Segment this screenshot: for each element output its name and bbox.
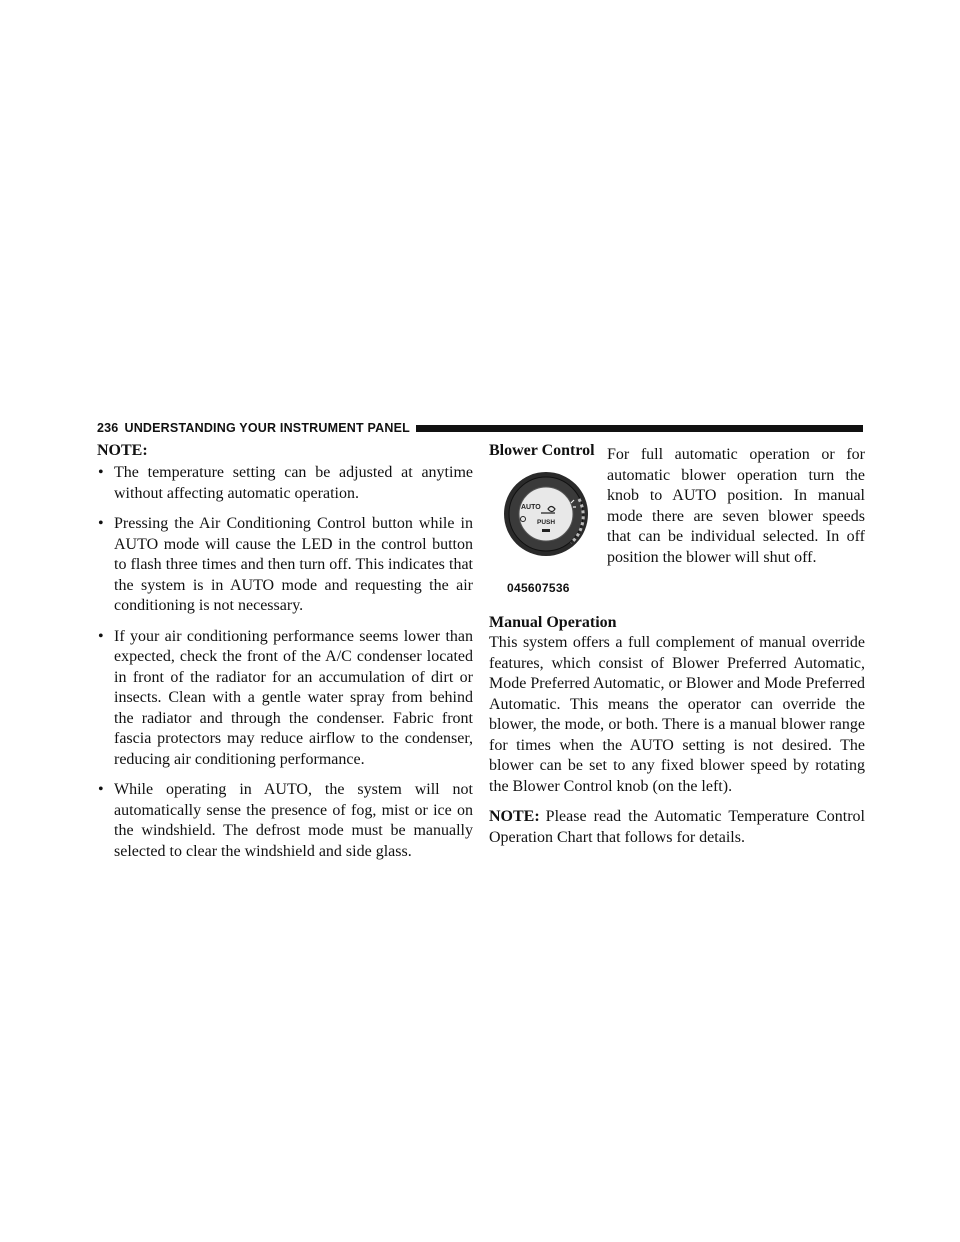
list-item: • The temperature setting can be adjusted at anytime without affecting automatic operation. [98,464,473,502]
list-item: • Pressing the Air Conditioning Control button while in AUTO mode will cause the LED in the control button to flash three times and then turn off. This indicates that the system is in AUTO mode and requesting the air conditioning is not necessary. [98,515,473,614]
bullet-icon: • [98,515,104,532]
blower-description: For full automatic operation or for automatic blower operation turn the knob to AUTO position. In manual mode there are seven blower speeds that can be individual selected. In off position the blower will shut off. [607,446,865,566]
svg-text:AUTO: AUTO [521,504,541,511]
manual-operation-text: This system offers a full complement of manual override features, which consist of Blower Preferred Automatic, Mode Preferred Automatic, or Blower and Mode Preferred Automatic. This means the operator can override the blower, the mode, or both. There is a manual blower range for times when the AUTO setting is not desired. The blower can be set to any fixed blower speed by rotating the Blower Control knob (on the left). [489,634,865,795]
image-code: 045607536 [507,581,570,595]
list-item: • If your air conditioning performance seems lower than expected, check the front of the A/C condenser located in front of the radiator for an accumulation of dirt or insects. Clean with a gentle water spray from behind the radiator and through the condenser. Fabric front fascia protectors may reduce airflow to the condenser, reducing air conditioning performance. [98,627,473,768]
note-label: NOTE: [489,808,540,825]
blower-knob-icon [501,469,591,579]
manual-operation-heading: Manual Operation [489,614,617,631]
note-text: Please read the Automatic Temperature Control Operation Chart that follows for details. [489,808,865,846]
note-heading: NOTE: [97,442,148,459]
left-column [97,441,473,872]
bullet-icon: • [98,627,104,645]
note-paragraph [489,807,865,848]
page-header [97,420,863,436]
bullet-icon: • [98,464,104,481]
header-rule [416,425,863,432]
bullet-icon: • [98,781,104,798]
right-column [489,441,865,848]
section-title: UNDERSTANDING YOUR INSTRUMENT PANEL [124,421,410,435]
svg-text:PUSH: PUSH [537,519,556,526]
list-item: • While operating in AUTO, the system will not automatically sense the presence of fog, mist or ice on the windshield. The defrost mode must be manually selected to clear the windshield and side glass. [98,781,473,860]
note-bullet-list [97,463,473,862]
page-number: 236 [97,421,119,435]
blower-control-heading: Blower Control [489,442,595,459]
